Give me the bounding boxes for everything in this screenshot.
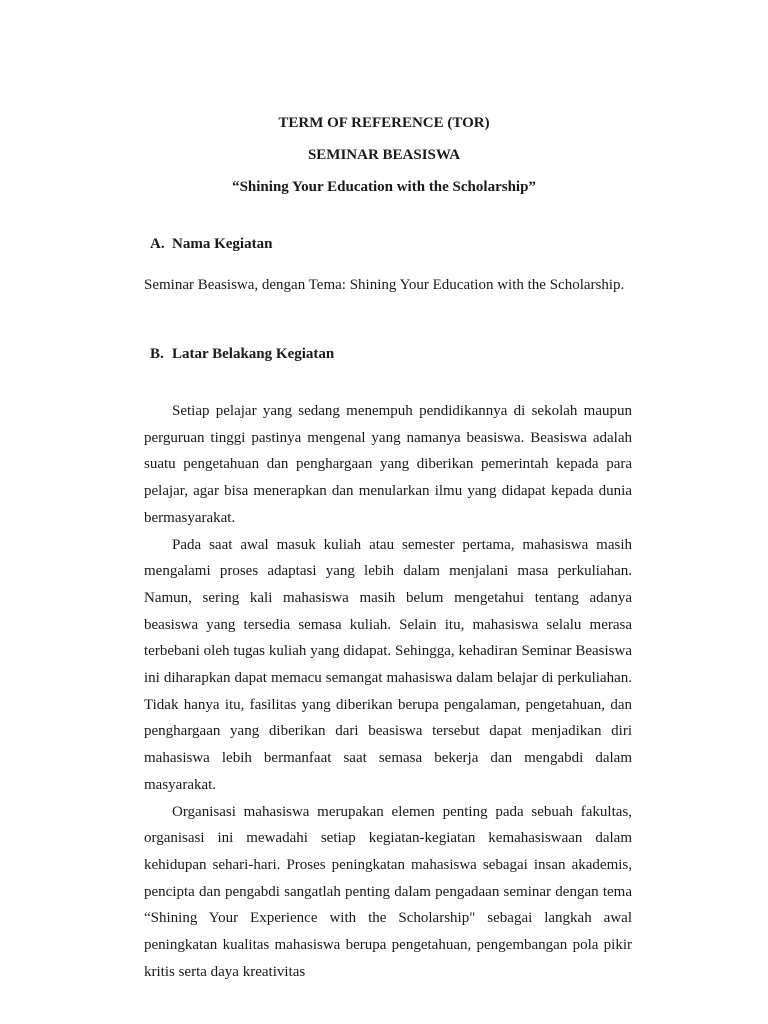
section-a-text: Seminar Beasiswa, dengan Tema: Shining Your Education with the Scholarship. <box>144 277 625 293</box>
section-a-heading <box>150 236 272 253</box>
document-title: TERM OF REFERENCE (TOR) <box>278 115 490 131</box>
paragraph: Setiap pelajar yang sedang menempuh pendidikannya di sekolah maupun perguruan tinggi pastinya mengenal yang namanya beasiswa. Beasiswa adalah suatu pengetahuan dan penghargaan yang diberikan pemerintah kepada para pelajar, agar bisa menerapkan dan menularkan ilmu yang didapat kepada dunia bermasyarakat. <box>144 403 632 526</box>
section-b-body <box>144 398 632 985</box>
document-subtitle: SEMINAR BEASISWA <box>307 147 461 163</box>
document-theme: “Shining Your Education with the Scholarship” <box>232 179 536 195</box>
section-b-heading <box>150 346 334 363</box>
section-a-title: Nama Kegiatan <box>172 236 273 252</box>
section-b-letter: B. <box>150 346 164 362</box>
section-b-title: Latar Belakang Kegiatan <box>172 346 335 362</box>
section-a-letter: A. <box>150 236 165 252</box>
paragraph: Organisasi mahasiswa merupakan elemen penting pada sebuah fakultas, organisasi ini mewadahi setiap kegiatan-kegiatan kemahasiswaan dalam kehidupan sehari-hari. Proses peningkatan mahasiswa sebagai insan akademis, pencipta dan pengabdi sangatlah penting dalam pengadaan seminar dengan tema “Shining Your Experience with the Scholarship" sebagai langkah awal peningkatan kualitas mahasiswa berupa pengetahuan, pengembangan pola pikir kritis serta daya kreativitas <box>144 803 632 980</box>
paragraph: Pada saat awal masuk kuliah atau semester pertama, mahasiswa masih mengalami proses adaptasi yang lebih dalam menjalani masa perkuliahan. Namun, sering kali mahasiswa masih belum mengetahui tentang adanya beasiswa yang tersedia semasa kuliah. Selain itu, mahasiswa selalu merasa terbebani oleh tugas kuliah yang didapat. Sehingga, kehadiran Seminar Beasiswa ini diharapkan dapat memacu semangat mahasiswa dalam belajar di perkuliahan. Tidak hanya itu, fasilitas yang diberikan berupa pengalaman, pengetahuan, dan penghargaan yang diberikan dari beasiswa tersebut dapat menjadikan diri mahasiswa lebih bermanfaat saat semasa bekerja dan mengabdi dalam masyarakat. <box>144 536 632 793</box>
